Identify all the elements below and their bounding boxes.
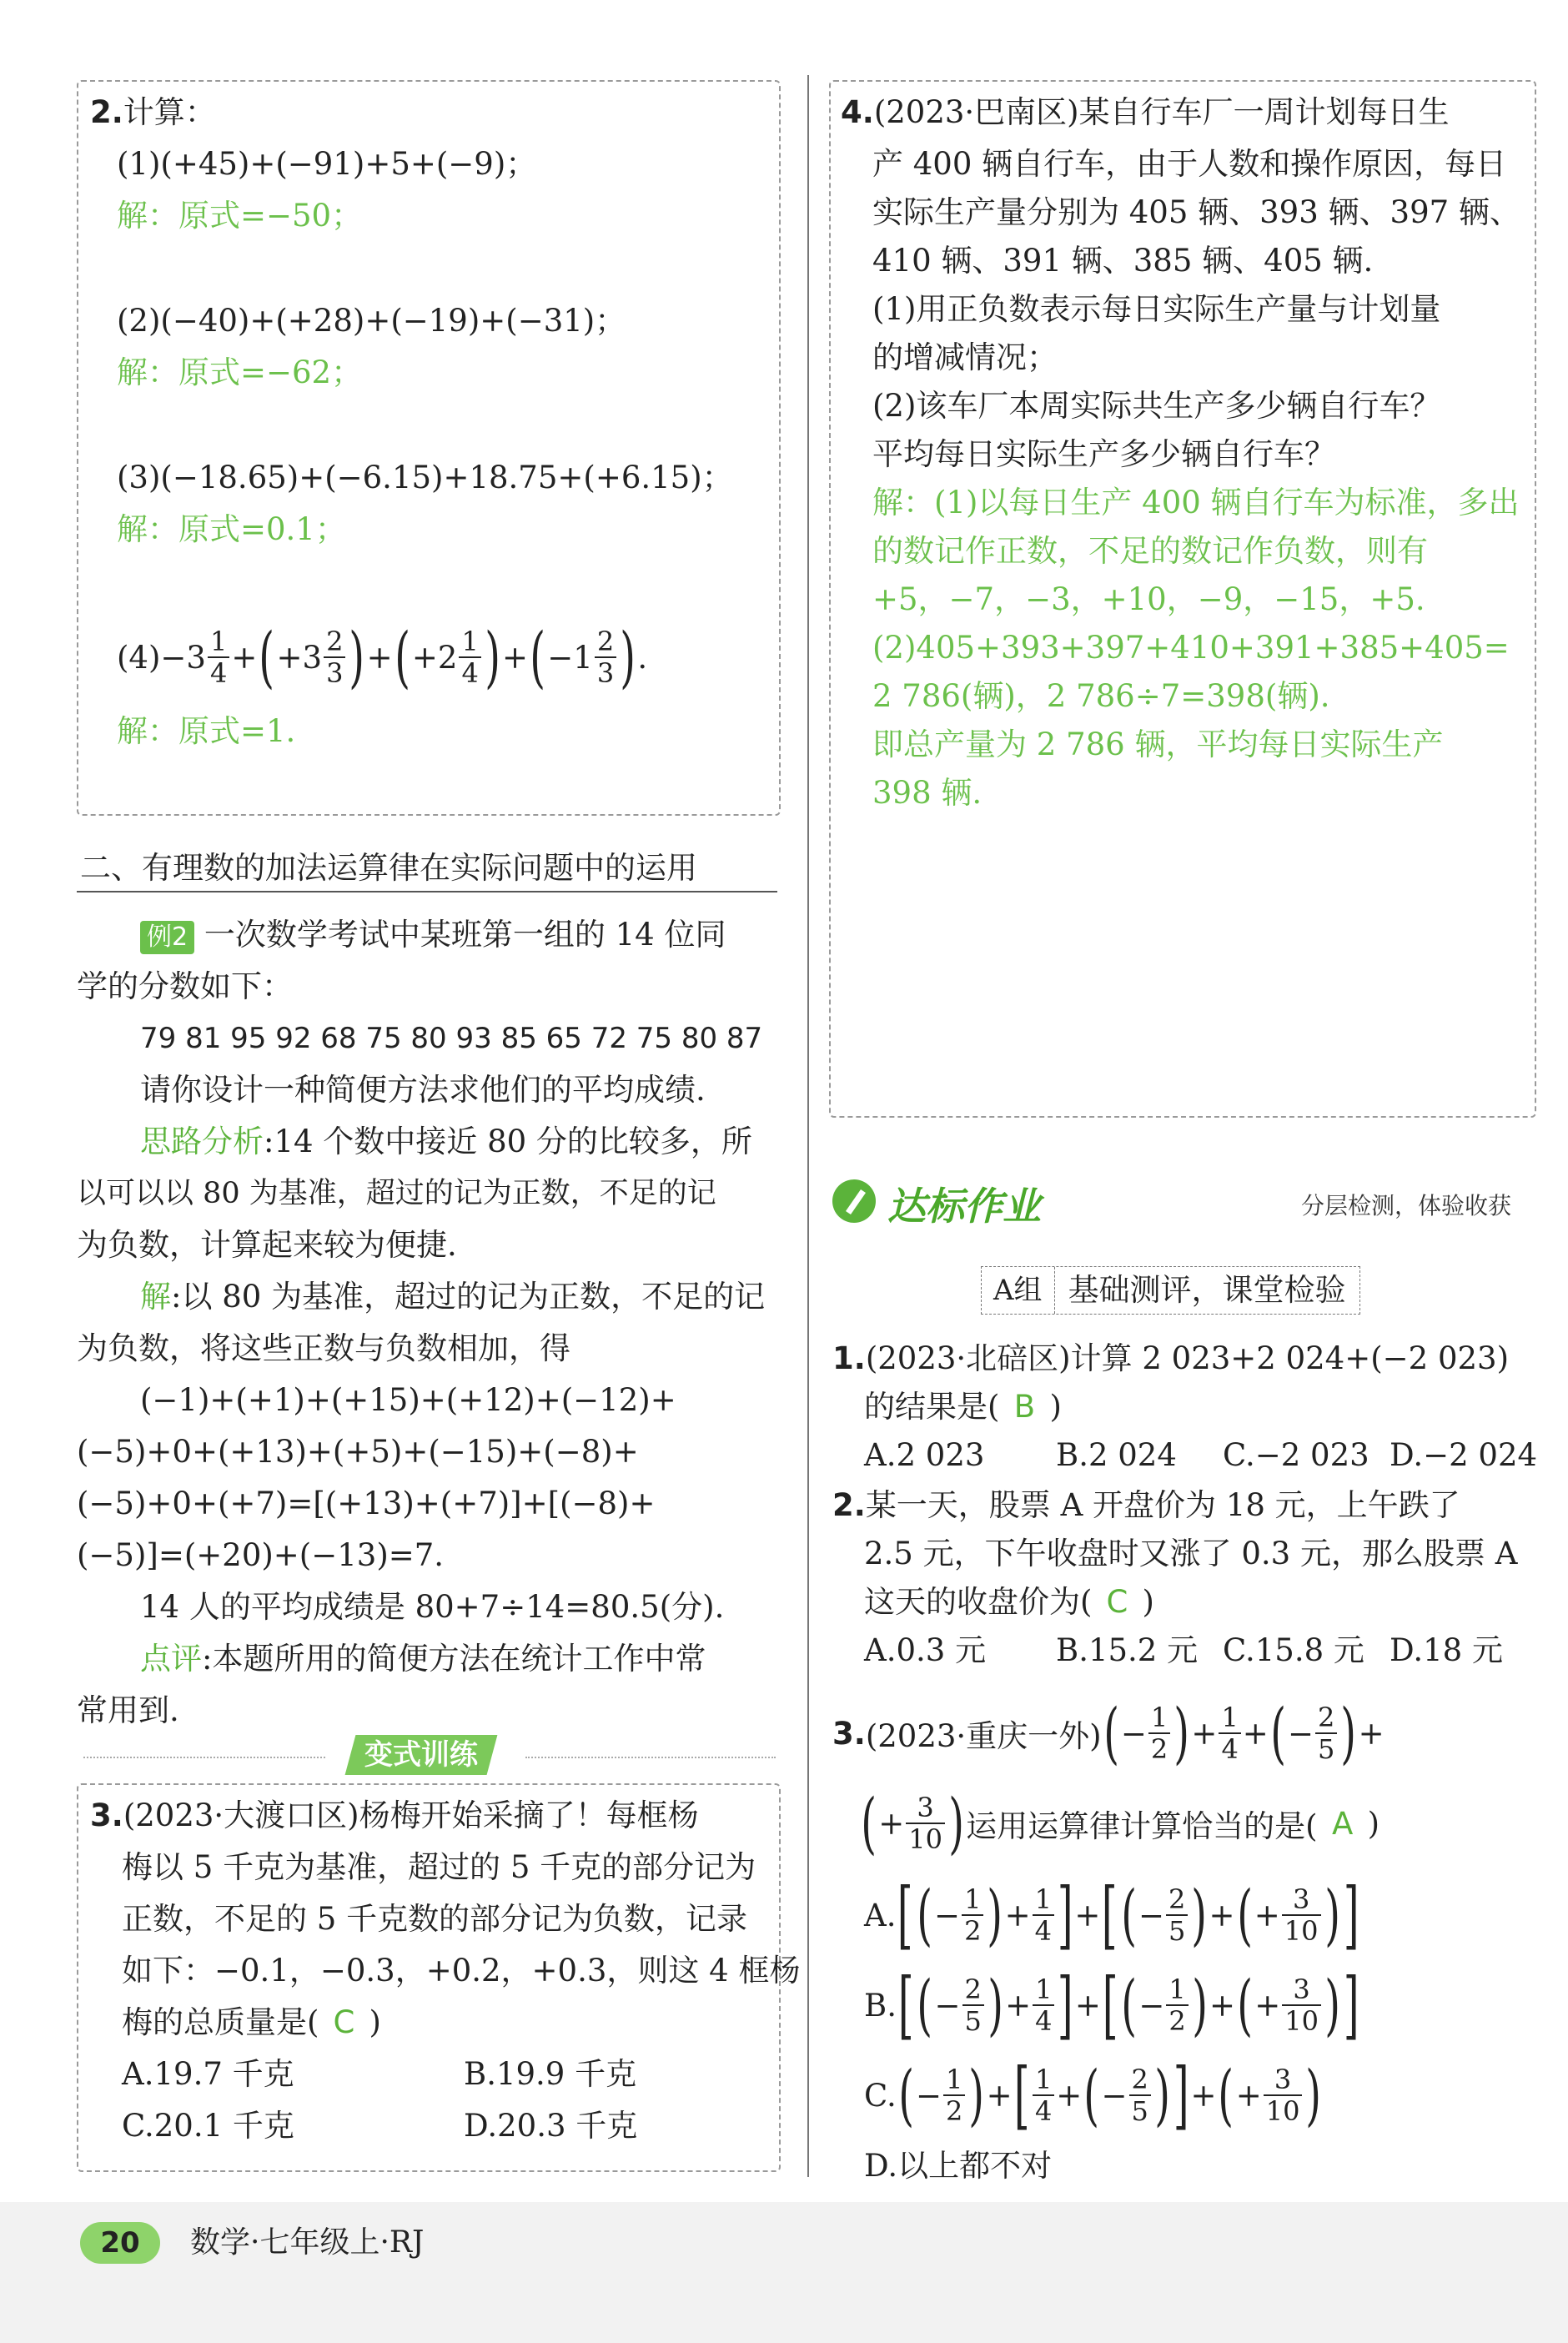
hw1-answer: B xyxy=(1013,1389,1036,1425)
hw1-line-2 xyxy=(864,1383,1062,1431)
group-a-label: A组 xyxy=(982,1267,1055,1314)
q2-number: 2. xyxy=(90,94,123,130)
hw3-line-1 xyxy=(832,1692,1385,1775)
plus-sign: + xyxy=(1191,1715,1218,1752)
plus-sign: + xyxy=(878,1805,905,1842)
minus-sign: − xyxy=(1120,1715,1147,1752)
q3-line-4: 如下：−0.1，−0.3，+0.2，+0.3，则这 4 框杨 xyxy=(122,1953,801,1989)
fraction: $\frac{2}{5}$ xyxy=(1315,1702,1337,1764)
minus-sign: − xyxy=(934,1897,961,1933)
hw3-number: 3. xyxy=(832,1715,866,1752)
fraction: $\frac{2}{5}$ xyxy=(1129,2064,1151,2126)
term: −1 xyxy=(547,639,593,676)
fraction: $\frac{1}{4}$ xyxy=(1219,1702,1240,1764)
plus-sign: + xyxy=(502,639,529,676)
q3-line-1 xyxy=(90,1792,699,1840)
minus-sign: − xyxy=(1138,1987,1165,2024)
q2-item-4 xyxy=(117,616,647,699)
example-2-ask: 请你设计一种简便方法求他们的平均成绩. xyxy=(140,1072,706,1108)
q2-answer-4: 解：原式=1. xyxy=(117,713,296,749)
right-bracket: ] xyxy=(1173,2052,1189,2138)
left-paren: ( xyxy=(917,1966,933,2044)
solution-line-4: (−5)+0+(+13)+(+5)+(−15)+(−8)+ xyxy=(77,1434,639,1470)
left-bracket: [ xyxy=(897,1872,914,1958)
plus-sign: + xyxy=(1209,1987,1236,2024)
hw3-option-d: D.以上都不对 xyxy=(864,2148,1053,2184)
q2-item-3: (3)(−18.65)+(−6.15)+18.75+(+6.15)； xyxy=(117,460,733,495)
plus-sign: + xyxy=(1004,1897,1031,1933)
q2-answer-3: 解：原式=0.1； xyxy=(117,511,346,547)
right-paren: ) xyxy=(1305,2056,1322,2134)
q2-answer-2: 解：原式=−62； xyxy=(117,354,363,390)
right-bracket: ] xyxy=(1057,1872,1073,1958)
hw3-option-a xyxy=(864,1872,1360,1958)
right-paren: ) xyxy=(987,1876,1003,1953)
close-paren: ) xyxy=(1142,1584,1154,1620)
left-paren: ( xyxy=(530,618,546,696)
hw3-option-b xyxy=(864,1962,1361,2049)
hw2-line-1 xyxy=(832,1481,1460,1530)
hw2-line-3 xyxy=(864,1578,1154,1627)
solution-text: :以 80 为基准，超过的记为正数，不足的记 xyxy=(171,1279,766,1315)
hw1-number: 1. xyxy=(832,1340,866,1376)
plus-sign: + xyxy=(366,639,393,676)
right-paren: ) xyxy=(1173,1694,1190,1772)
right-paren: ) xyxy=(485,618,500,696)
variant-line-right xyxy=(525,1757,776,1758)
fraction: $\frac{2}{3}$ xyxy=(595,626,616,688)
analysis-line-2: 以可以以 80 为基准，超过的记为正数，不足的记 xyxy=(77,1177,716,1210)
plus-sign: + xyxy=(1242,1715,1269,1752)
left-paren: ( xyxy=(1120,1876,1137,1953)
solution-label: 解 xyxy=(140,1279,171,1315)
q4-answer-4: (2)405+393+397+410+391+385+405= xyxy=(872,630,1510,666)
q2-title-text: 计算： xyxy=(123,94,216,130)
right-paren: ) xyxy=(620,618,636,696)
left-bracket: [ xyxy=(1102,1872,1118,1958)
hw1-option-d: D.−2 024 xyxy=(1390,1437,1538,1473)
analysis-label: 思路分析 xyxy=(140,1124,264,1159)
solution-line-7: 14 人的平均成绩是 80+7÷14=80.5(分). xyxy=(140,1589,725,1625)
fraction: $\frac{2}{5}$ xyxy=(1166,1884,1188,1946)
hw2-option-a: A.0.3 元 xyxy=(864,1632,987,1668)
q4-answer-1: 解：(1)以每日生产 400 辆自行车为标准，多出 xyxy=(872,485,1520,520)
analysis-line-1 xyxy=(140,1118,752,1166)
minus-sign: − xyxy=(1138,1897,1164,1933)
q4-number: 4. xyxy=(841,94,874,130)
q2-answer-1: 解：原式=−50； xyxy=(117,198,363,234)
left-paren: ( xyxy=(259,618,275,696)
fraction: $\frac{2}{5}$ xyxy=(962,1974,984,2036)
variant-banner: 变式训练 xyxy=(345,1735,498,1775)
fraction: $\frac{1}{4}$ xyxy=(1033,1884,1054,1946)
plus-sign: + xyxy=(1074,1897,1101,1933)
example-2-line-2: 学的分数如下： xyxy=(77,968,293,1004)
fraction: $\frac{3}{10}$ xyxy=(1282,1884,1321,1946)
hw1-option-a: A.2 023 xyxy=(864,1437,985,1473)
fraction: $\frac{1}{4}$ xyxy=(459,626,480,688)
q4-line-6: 的增减情况； xyxy=(872,339,1058,375)
comment-line-1 xyxy=(140,1635,706,1683)
left-bracket: [ xyxy=(1013,2052,1030,2138)
comment-text: :本题所用的简便方法在统计工作中常 xyxy=(202,1641,706,1677)
example-2-text: 一次数学考试中某班第一组的 14 位同 xyxy=(204,917,726,953)
left-paren: ( xyxy=(1237,1966,1253,2044)
left-paren: ( xyxy=(898,2056,914,2134)
option-label: B. xyxy=(864,1987,897,2024)
right-paren: ) xyxy=(1192,1966,1208,2044)
fraction: $\frac{3}{10}$ xyxy=(1264,2064,1303,2126)
pencil-icon xyxy=(832,1179,876,1223)
plus-sign: + xyxy=(1056,2077,1083,2114)
q4-answer-7: 398 辆. xyxy=(872,775,983,811)
hw3-option-c xyxy=(864,2052,1324,2139)
q3-option-d: D.20.3 千克 xyxy=(464,2108,638,2144)
left-bracket: [ xyxy=(897,1962,914,2048)
hw2-text: 这天的收盘价为( xyxy=(864,1584,1093,1620)
fraction: $\frac{1}{4}$ xyxy=(1033,1974,1054,2036)
plus-sign: + xyxy=(1254,1987,1281,2024)
q4-line-7: (2)该车厂本周实际共生产多少辆自行车？ xyxy=(872,388,1441,424)
right-paren: ) xyxy=(1324,1966,1340,2044)
comment-label: 点评 xyxy=(140,1641,202,1677)
column-divider xyxy=(807,75,809,2177)
plus-sign: + xyxy=(1254,1897,1280,1933)
fraction: $\frac{3}{10}$ xyxy=(906,1792,945,1854)
hw1-option-b: B.2 024 xyxy=(1056,1437,1177,1473)
q3-answer: C xyxy=(333,2004,355,2040)
left-bracket: [ xyxy=(1102,1962,1118,2048)
hw2-text: 某一天，股票 A 开盘价为 18 元，上午跌了 xyxy=(865,1487,1460,1523)
section-2-title: 二、有理数的加法运算律在实际问题中的运用 xyxy=(80,850,697,886)
left-paren: ( xyxy=(1218,2056,1234,2134)
hw2-option-b: B.15.2 元 xyxy=(1056,1632,1199,1668)
right-paren: ) xyxy=(1340,1694,1357,1772)
hw1-line-1 xyxy=(832,1335,1509,1383)
q2-box xyxy=(77,80,781,816)
plus-sign: + xyxy=(986,2077,1013,2114)
right-paren: ) xyxy=(1324,1876,1340,1953)
minus-sign: − xyxy=(1288,1715,1314,1752)
dabiao-subtitle: 分层检测，体验收获 xyxy=(1301,1192,1512,1219)
dabiao-title: 达标作业 xyxy=(887,1184,1041,1229)
hw3-text: 运用运算律计算恰当的是( xyxy=(966,1808,1318,1844)
hw1-text: (2023·北碚区)计算 2 023+2 024+(−2 023) xyxy=(865,1340,1510,1376)
q3-line-2: 梅以 5 千克为基准，超过的 5 千克的部分记为 xyxy=(122,1849,756,1885)
fraction: $\frac{3}{10}$ xyxy=(1282,1974,1321,2036)
q4-answer-6: 即总产量为 2 786 辆，平均每日实际生产 xyxy=(872,727,1444,762)
fraction: $\frac{1}{4}$ xyxy=(1033,2064,1054,2126)
period: . xyxy=(637,639,648,676)
solution-line-1 xyxy=(140,1273,765,1321)
right-paren: ) xyxy=(968,2056,985,2134)
q4-answer-2: 的数记作正数，不足的数记作负数，则有 xyxy=(872,533,1428,569)
hw3-line-2 xyxy=(859,1782,1380,1865)
hw1-text: 的结果是( xyxy=(864,1389,1000,1425)
plus-sign: + xyxy=(1358,1715,1385,1752)
left-paren: ( xyxy=(1121,1966,1138,2044)
left-paren: ( xyxy=(1236,1876,1253,1953)
page-number: 20 xyxy=(80,2222,160,2264)
variant-line-left xyxy=(83,1757,325,1758)
close-paren: ) xyxy=(369,2004,381,2040)
right-paren: ) xyxy=(1154,2056,1170,2134)
term: +2 xyxy=(411,639,458,676)
solution-line-5: (−5)+0+(+7)=[(+13)+(+7)]+[(−8)+ xyxy=(77,1486,656,1521)
hw2-option-d: D.18 元 xyxy=(1390,1632,1503,1668)
q3-line-3: 正数，不足的 5 千克数的部分记为负数，记录 xyxy=(122,1901,748,1937)
plus-sign: + xyxy=(231,639,258,676)
book-info: 数学·七年级上·RJ xyxy=(190,2225,425,2260)
q4-line-1 xyxy=(841,88,1450,137)
fraction: $\frac{1}{2}$ xyxy=(1166,1974,1188,2036)
q3-line-5 xyxy=(122,1999,381,2047)
item4-prefix: (4)−3 xyxy=(117,639,206,676)
example-2-tag: 例2 xyxy=(140,921,194,954)
fraction: $\frac{1}{4}$ xyxy=(208,626,229,688)
minus-sign: − xyxy=(934,1987,961,2024)
term: +3 xyxy=(276,639,323,676)
plus-sign: + xyxy=(1190,2077,1217,2114)
option-label: A. xyxy=(864,1897,897,1933)
hw2-option-c: C.15.8 元 xyxy=(1223,1632,1364,1668)
section-2-underline xyxy=(77,891,777,892)
group-a-title: 基础测评，课堂检验 xyxy=(1068,1272,1346,1308)
q4-text: (2023·巴南区)某自行车厂一周计划每日生 xyxy=(873,94,1450,130)
group-a-header xyxy=(981,1266,1360,1315)
q4-line-5: (1)用正负数表示每日实际生产量与计划量 xyxy=(872,291,1441,327)
q2-title xyxy=(90,88,216,137)
q3-option-c: C.20.1 千克 xyxy=(122,2108,294,2144)
hw3-source: (2023·重庆一外) xyxy=(865,1718,1102,1754)
right-bracket: ] xyxy=(1058,1962,1074,2048)
left-paren: ( xyxy=(1270,1694,1286,1772)
q4-answer-5: 2 786(辆)，2 786÷7=398(辆). xyxy=(872,678,1330,714)
hw2-number: 2. xyxy=(832,1487,866,1523)
q4-answer-3: +5，−7，−3，+10，−9，−15，+5. xyxy=(872,581,1425,617)
fraction: $\frac{2}{3}$ xyxy=(324,626,345,688)
analysis-text: :14 个数中接近 80 分的比较多，所 xyxy=(264,1124,752,1159)
plus-sign: + xyxy=(1209,1897,1235,1933)
q3-option-a: A.19.7 千克 xyxy=(122,2056,294,2092)
plus-sign: + xyxy=(1235,2077,1262,2114)
right-paren: ) xyxy=(1191,1876,1208,1953)
close-paren: ) xyxy=(1367,1805,1380,1842)
right-bracket: ] xyxy=(1343,1872,1359,1958)
right-paren: ) xyxy=(349,618,365,696)
right-bracket: ] xyxy=(1343,1962,1359,2048)
q2-item-2: (2)(−40)+(+28)+(−19)+(−31)； xyxy=(117,303,626,339)
hw2-answer: C xyxy=(1106,1584,1128,1620)
comment-line-2: 常用到. xyxy=(77,1692,179,1728)
minus-sign: − xyxy=(1101,2077,1128,2114)
q3-number: 3. xyxy=(90,1797,123,1833)
right-paren: ) xyxy=(988,1966,1003,2044)
fraction: $\frac{1}{2}$ xyxy=(943,2064,965,2126)
fraction: $\frac{1}{2}$ xyxy=(962,1884,983,1946)
q3-text: 梅的总质量是( xyxy=(122,2004,319,2040)
option-label: C. xyxy=(864,2077,897,2114)
solution-line-6: (−5)]=(+20)+(−13)=7. xyxy=(77,1537,445,1573)
q4-line-3: 实际生产量分别为 405 辆、393 辆、397 辆、 xyxy=(872,194,1520,230)
solution-line-2: 为负数，将这些正数与负数相加，得 xyxy=(77,1330,570,1366)
q4-line-4: 410 辆、391 辆、385 辆、405 辆. xyxy=(872,243,1374,279)
analysis-line-3: 为负数，计算起来较为便捷. xyxy=(77,1227,457,1263)
q2-item-1: (1)(+45)+(−91)+5+(−9)； xyxy=(117,146,537,182)
left-paren: ( xyxy=(1103,1694,1119,1772)
solution-line-3: (−1)+(+1)+(+15)+(+12)+(−12)+ xyxy=(140,1382,676,1418)
left-paren: ( xyxy=(861,1784,877,1862)
q3-option-b: B.19.9 千克 xyxy=(464,2056,637,2092)
minus-sign: − xyxy=(915,2077,942,2114)
hw3-answer: A xyxy=(1331,1805,1354,1842)
left-paren: ( xyxy=(394,618,410,696)
plus-sign: + xyxy=(1074,1987,1101,2024)
q4-line-2: 产 400 辆自行车，由于人数和操作原因，每日 xyxy=(872,146,1507,182)
example-2-scores: 79 81 95 92 68 75 80 93 85 65 72 75 80 87 xyxy=(140,1022,763,1055)
fraction: $\frac{1}{2}$ xyxy=(1148,1702,1170,1764)
close-paren: ) xyxy=(1049,1389,1062,1425)
hw2-line-2: 2.5 元，下午收盘时又涨了 0.3 元，那么股票 A xyxy=(864,1536,1518,1571)
left-paren: ( xyxy=(1083,2056,1100,2134)
plus-sign: + xyxy=(1005,1987,1032,2024)
q4-line-8: 平均每日实际生产多少辆自行车？ xyxy=(872,436,1335,472)
right-paren: ) xyxy=(948,1784,964,1862)
hw1-option-c: C.−2 023 xyxy=(1223,1437,1369,1473)
example-2-line-1 xyxy=(140,911,726,959)
left-paren: ( xyxy=(917,1876,932,1953)
q3-text: (2023·大渡口区)杨梅开始采摘了！每框杨 xyxy=(123,1797,699,1833)
